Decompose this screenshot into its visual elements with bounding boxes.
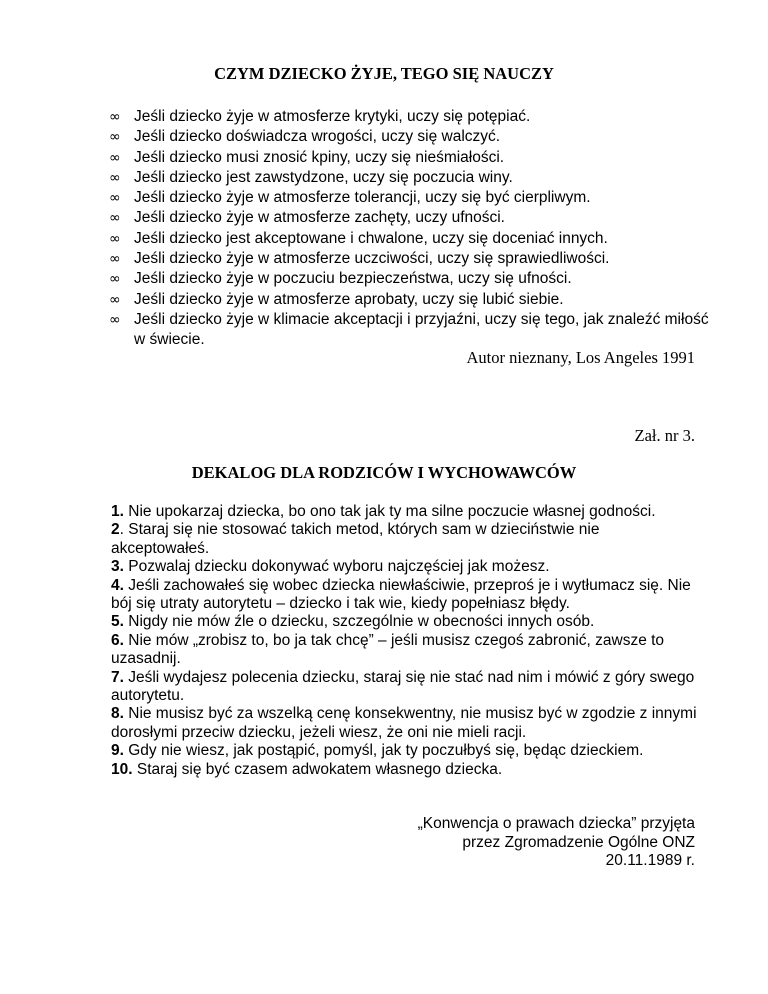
dekalog-text: Jeśli zachowałeś się wobec dziecka niewłaściwie, przeproś je i wytłumacz się. Nie bój się utraty autorytetu – dziecko i tak wie, kiedy popełniasz błędy. — [111, 576, 691, 613]
author-note: Autor nieznany, Los Angeles 1991 — [466, 348, 695, 367]
list-item-text: Jeśli dziecko żyje w klimacie akceptacji i przyjaźni, uczy się tego, jak znaleźć miłość w świecie. — [134, 310, 709, 349]
list-item-text: Jeśli dziecko żyje w atmosferze aprobaty, uczy się lubić siebie. — [134, 290, 564, 308]
dekalog-text: Gdy nie wiesz, jak postąpić, pomyśl, jak ty poczułbyś się, będąc dzieckiem. — [123, 742, 644, 760]
dekalog-item — [111, 632, 701, 669]
list-item — [109, 107, 709, 127]
dekalog-item — [111, 742, 701, 760]
dekalog-item — [111, 577, 701, 614]
dekalog-number: 1. — [111, 503, 124, 520]
list-item — [109, 229, 709, 249]
dekalog-item — [111, 558, 701, 576]
infinity-bullet-icon: ∞ — [109, 311, 121, 328]
list-item-text: Jeśli dziecko żyje w atmosferze uczciwości, uczy się sprawiedliwości. — [134, 250, 610, 268]
dekalog-number: 9. — [111, 742, 124, 760]
dekalog-number: 7. — [111, 668, 124, 686]
list-item-text: Jeśli dziecko doświadcza wrogości, uczy się walczyć. — [134, 128, 501, 146]
list-item-text: Jeśli dziecko jest zawstydzone, uczy się poczucia winy. — [134, 168, 513, 186]
list-item — [109, 269, 709, 289]
dekalog-number: 4. — [111, 576, 124, 594]
infinity-bullet-icon: ∞ — [109, 251, 121, 268]
list-item-text: Jeśli dziecko żyje w poczuciu bezpieczeństwa, uczy się ufności. — [134, 270, 572, 288]
dekalog-text: Nigdy nie mów źle o dziecku, szczególnie w obecności innych osób. — [123, 613, 595, 631]
infinity-bullet-icon: ∞ — [109, 271, 121, 288]
list-item — [109, 188, 709, 208]
infinity-bullet-icon: ∞ — [109, 291, 121, 308]
infinity-bullet-icon: ∞ — [109, 169, 121, 186]
list-item — [109, 168, 709, 188]
section1-list — [109, 107, 709, 351]
list-item-text: Jeśli dziecko musi znosić kpiny, uczy się nieśmiałości. — [134, 148, 505, 166]
list-item-text: Jeśli dziecko żyje w atmosferze krytyki, uczy się potępiać. — [134, 108, 531, 125]
source-citation — [418, 815, 695, 871]
infinity-bullet-icon: ∞ — [109, 210, 121, 227]
dekalog-number: 8. — [111, 705, 124, 723]
dekalog-text: Nie mów „zrobisz to, bo ja tak chcę” – jeśli musisz czegoś zabronić, zawsze to uzasadnij. — [111, 631, 665, 668]
infinity-bullet-icon: ∞ — [109, 149, 121, 166]
dekalog-text: Nie upokarzaj dziecka, bo ono tak jak ty ma silne poczucie własnej godności. — [123, 503, 656, 520]
dekalog-item — [111, 613, 701, 631]
source-line: „Konwencja o prawach dziecka” przyjęta — [417, 815, 695, 832]
list-item-text: Jeśli dziecko jest akceptowane i chwalone, uczy się doceniać innych. — [134, 229, 608, 247]
dekalog-number: 6. — [111, 631, 124, 649]
infinity-bullet-icon: ∞ — [109, 109, 121, 125]
dekalog-item — [111, 669, 701, 706]
source-line: przez Zgromadzenie Ogólne ONZ — [462, 833, 695, 851]
list-item — [109, 127, 709, 147]
infinity-bullet-icon: ∞ — [109, 230, 121, 247]
dekalog-text: Nie musisz być za wszelką cenę konsekwentny, nie musisz być w zgodzie z innymi dorosłymi przeciw dziecku, jeżeli wiesz, że oni nie mieli racji. — [111, 705, 697, 741]
list-item — [109, 249, 709, 269]
dekalog-item — [111, 761, 701, 779]
section2-title: DEKALOG DLA RODZICÓW I WYCHOWAWCÓW — [191, 463, 577, 482]
dekalog-text: Staraj się być czasem adwokatem własnego dziecka. — [132, 760, 503, 778]
dekalog-list — [111, 503, 701, 779]
list-item — [109, 290, 709, 310]
dekalog-item — [111, 705, 701, 742]
dekalog-text: Pozwalaj dziecku dokonywać wyboru najczęściej jak możesz. — [123, 558, 550, 576]
list-item — [109, 310, 709, 351]
attachment-label: Zał. nr 3. — [634, 426, 695, 445]
dekalog-number: 10. — [111, 760, 133, 778]
dekalog-text: Jeśli wydajesz polecenia dziecku, staraj się nie stać nad nim i mówić z góry swego autorytetu. — [111, 668, 695, 705]
infinity-bullet-icon: ∞ — [109, 190, 121, 207]
dekalog-text: . Staraj się nie stosować takich metod, których sam w dzieciństwie nie akceptowałeś. — [111, 521, 600, 557]
dekalog-item — [111, 521, 701, 558]
section1-title: CZYM DZIECKO ŻYJE, TEGO SIĘ NAUCZY — [214, 64, 554, 83]
dekalog-number: 2 — [111, 521, 120, 539]
list-item-text: Jeśli dziecko żyje w atmosferze zachęty, uczy ufności. — [134, 209, 505, 227]
list-item — [109, 208, 709, 228]
source-date: 20.11.1989 r. — [605, 852, 695, 870]
dekalog-item — [111, 503, 701, 521]
dekalog-number: 5. — [111, 613, 124, 631]
dekalog-number: 3. — [111, 558, 124, 576]
list-item — [109, 148, 709, 168]
infinity-bullet-icon: ∞ — [109, 129, 121, 146]
list-item-text: Jeśli dziecko żyje w atmosferze tolerancji, uczy się być cierpliwym. — [134, 189, 591, 207]
